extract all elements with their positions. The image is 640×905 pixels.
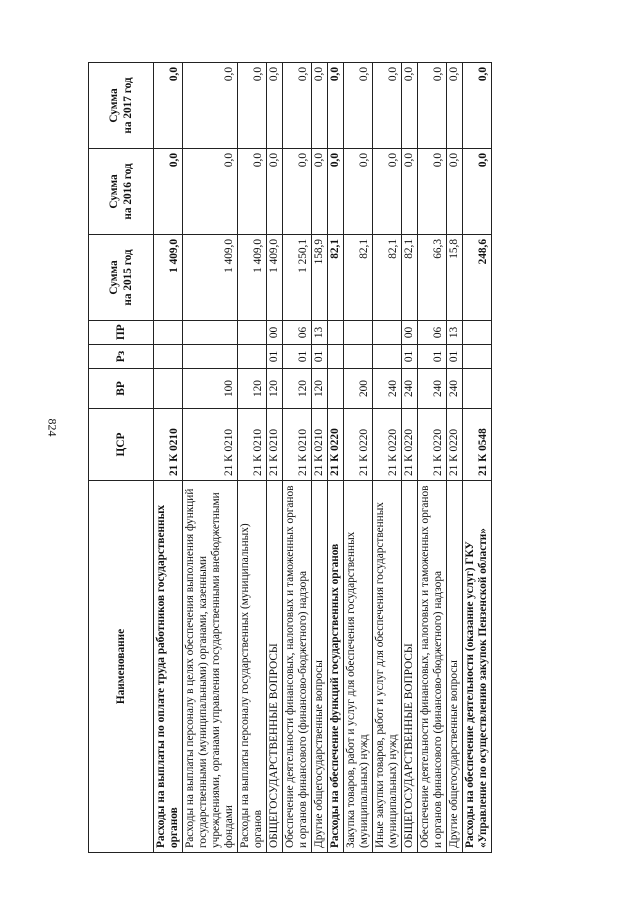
header-sum-2015-line1: Сумма bbox=[108, 260, 120, 295]
cell-name: Расходы на выплаты персоналу государственных (муниципальных) органов bbox=[238, 481, 267, 853]
cell-sum-2017: 0,0 bbox=[402, 63, 418, 149]
header-vr: ВР bbox=[89, 369, 154, 409]
cell-vr: 240 bbox=[402, 369, 418, 409]
cell-sum-2017: 0,0 bbox=[238, 63, 267, 149]
cell-pr: 06 bbox=[283, 321, 312, 345]
cell-rz: 01 bbox=[283, 345, 312, 369]
cell-sum-2017: 0,0 bbox=[183, 63, 238, 149]
cell-pr bbox=[344, 321, 373, 345]
cell-pr bbox=[373, 321, 402, 345]
header-name: Наименование bbox=[89, 481, 154, 853]
cell-pr bbox=[328, 321, 344, 345]
cell-csr: 21 К 0220 bbox=[344, 409, 373, 481]
cell-csr: 21 К 0220 bbox=[402, 409, 418, 481]
cell-sum-2017: 0,0 bbox=[463, 63, 492, 149]
header-sum-2015-line2: на 2015 год bbox=[122, 249, 134, 306]
cell-pr: 13 bbox=[447, 321, 463, 345]
table-row bbox=[418, 63, 447, 853]
header-sum-2016-line1: Сумма bbox=[108, 174, 120, 209]
cell-pr bbox=[183, 321, 238, 345]
cell-sum-2015: 66,3 bbox=[418, 235, 447, 321]
cell-name: Закупка товаров, работ и услуг для обеспечения государственных (муниципальных) нужд bbox=[344, 481, 373, 853]
cell-rz bbox=[238, 345, 267, 369]
cell-sum-2017: 0,0 bbox=[283, 63, 312, 149]
cell-rz bbox=[154, 345, 183, 369]
cell-rz bbox=[463, 345, 492, 369]
cell-sum-2015: 82,1 bbox=[344, 235, 373, 321]
cell-csr: 21 К 0220 bbox=[373, 409, 402, 481]
cell-csr: 21 К 0548 bbox=[463, 409, 492, 481]
cell-rz: 01 bbox=[402, 345, 418, 369]
cell-csr: 21 К 0220 bbox=[418, 409, 447, 481]
cell-csr: 21 К 0210 bbox=[238, 409, 267, 481]
cell-sum-2016: 0,0 bbox=[447, 149, 463, 235]
cell-vr: 200 bbox=[344, 369, 373, 409]
cell-sum-2016: 0,0 bbox=[328, 149, 344, 235]
cell-csr: 21 К 0220 bbox=[328, 409, 344, 481]
cell-csr: 21 К 0210 bbox=[283, 409, 312, 481]
cell-sum-2016: 0,0 bbox=[267, 149, 283, 235]
cell-pr: 06 bbox=[418, 321, 447, 345]
cell-name: ОБЩЕГОСУДАРСТВЕННЫЕ ВОПРОСЫ bbox=[267, 481, 283, 853]
cell-sum-2016: 0,0 bbox=[463, 149, 492, 235]
cell-vr: 100 bbox=[183, 369, 238, 409]
cell-sum-2015: 158,9 bbox=[312, 235, 328, 321]
table-row bbox=[463, 63, 492, 853]
cell-csr: 21 К 0210 bbox=[312, 409, 328, 481]
table-row bbox=[447, 63, 463, 853]
table-row bbox=[328, 63, 344, 853]
table-header-row bbox=[89, 63, 154, 853]
cell-vr: 120 bbox=[238, 369, 267, 409]
cell-sum-2017: 0,0 bbox=[312, 63, 328, 149]
cell-rz: 01 bbox=[267, 345, 283, 369]
cell-name: Расходы на выплаты по оплате труда работников государственных органов bbox=[154, 481, 183, 853]
cell-csr: 21 К 0210 bbox=[183, 409, 238, 481]
cell-sum-2017: 0,0 bbox=[154, 63, 183, 149]
cell-pr bbox=[238, 321, 267, 345]
cell-name: Другие общегосударственные вопросы bbox=[312, 481, 328, 853]
header-csr: ЦСР bbox=[89, 409, 154, 481]
table-row bbox=[154, 63, 183, 853]
cell-sum-2017: 0,0 bbox=[344, 63, 373, 149]
cell-vr: 240 bbox=[373, 369, 402, 409]
budget-table bbox=[88, 62, 492, 853]
header-pr: ПР bbox=[89, 321, 154, 345]
cell-name: Иные закупки товаров, работ и услуг для обеспечения государственных (муниципальных) нужд bbox=[373, 481, 402, 853]
cell-sum-2017: 0,0 bbox=[418, 63, 447, 149]
header-sum-2016 bbox=[89, 149, 154, 235]
cell-pr: 13 bbox=[312, 321, 328, 345]
table-row bbox=[373, 63, 402, 853]
cell-sum-2015: 82,1 bbox=[373, 235, 402, 321]
cell-name: Расходы на выплаты персоналу в целях обеспечения выполнения функций государственными (муниципальными) органами, казенными учреждениями, органами управления государственными внебюджетными фондами bbox=[183, 481, 238, 853]
cell-sum-2015: 1 409,0 bbox=[154, 235, 183, 321]
page-number: 824 bbox=[45, 418, 60, 437]
cell-sum-2016: 0,0 bbox=[312, 149, 328, 235]
cell-rz bbox=[344, 345, 373, 369]
cell-sum-2016: 0,0 bbox=[418, 149, 447, 235]
table-row bbox=[344, 63, 373, 853]
cell-vr: 240 bbox=[418, 369, 447, 409]
cell-sum-2016: 0,0 bbox=[183, 149, 238, 235]
rotated-table-frame bbox=[88, 63, 598, 853]
cell-name: Расходы на обеспечение деятельности (оказание услуг) ГКУ «Управление по осуществлению закупок Пензенской области» bbox=[463, 481, 492, 853]
table-row bbox=[402, 63, 418, 853]
table-row bbox=[238, 63, 267, 853]
cell-name: ОБЩЕГОСУДАРСТВЕННЫЕ ВОПРОСЫ bbox=[402, 481, 418, 853]
cell-csr: 21 К 0210 bbox=[267, 409, 283, 481]
cell-name: Обеспечение деятельности финансовых, налоговых и таможенных органов и органов финансового (финансово-бюджетного) надзора bbox=[283, 481, 312, 853]
cell-name: Другие общегосударственные вопросы bbox=[447, 481, 463, 853]
header-sum-2017-line2: на 2017 год bbox=[122, 77, 134, 134]
cell-sum-2015: 1 409,0 bbox=[267, 235, 283, 321]
cell-rz: 01 bbox=[312, 345, 328, 369]
cell-sum-2017: 0,0 bbox=[328, 63, 344, 149]
cell-vr bbox=[328, 369, 344, 409]
header-sum-2017 bbox=[89, 63, 154, 149]
cell-sum-2015: 1 409,0 bbox=[238, 235, 267, 321]
cell-pr: 00 bbox=[267, 321, 283, 345]
cell-sum-2016: 0,0 bbox=[238, 149, 267, 235]
cell-vr: 120 bbox=[267, 369, 283, 409]
cell-vr bbox=[463, 369, 492, 409]
table-row bbox=[283, 63, 312, 853]
cell-sum-2016: 0,0 bbox=[402, 149, 418, 235]
cell-pr: 00 bbox=[402, 321, 418, 345]
cell-rz bbox=[373, 345, 402, 369]
cell-sum-2015: 82,1 bbox=[402, 235, 418, 321]
table-row bbox=[312, 63, 328, 853]
cell-rz bbox=[328, 345, 344, 369]
cell-pr bbox=[154, 321, 183, 345]
table-row bbox=[183, 63, 238, 853]
cell-sum-2015: 1 250,1 bbox=[283, 235, 312, 321]
cell-vr: 240 bbox=[447, 369, 463, 409]
cell-rz: 01 bbox=[418, 345, 447, 369]
cell-sum-2017: 0,0 bbox=[267, 63, 283, 149]
cell-csr: 21 К 0210 bbox=[154, 409, 183, 481]
table-row bbox=[267, 63, 283, 853]
cell-sum-2016: 0,0 bbox=[283, 149, 312, 235]
cell-sum-2016: 0,0 bbox=[154, 149, 183, 235]
cell-vr: 120 bbox=[312, 369, 328, 409]
cell-name: Расходы на обеспечение функций государственных органов bbox=[328, 481, 344, 853]
cell-rz: 01 bbox=[447, 345, 463, 369]
cell-csr: 21 К 0220 bbox=[447, 409, 463, 481]
cell-pr bbox=[463, 321, 492, 345]
cell-sum-2015: 82,1 bbox=[328, 235, 344, 321]
header-rz: Рз bbox=[89, 345, 154, 369]
cell-sum-2015: 1 409,0 bbox=[183, 235, 238, 321]
cell-sum-2016: 0,0 bbox=[373, 149, 402, 235]
cell-sum-2017: 0,0 bbox=[447, 63, 463, 149]
header-sum-2015 bbox=[89, 235, 154, 321]
cell-sum-2015: 15,8 bbox=[447, 235, 463, 321]
header-sum-2016-line2: на 2016 год bbox=[122, 163, 134, 220]
cell-sum-2016: 0,0 bbox=[344, 149, 373, 235]
cell-vr bbox=[154, 369, 183, 409]
cell-vr: 120 bbox=[283, 369, 312, 409]
cell-name: Обеспечение деятельности финансовых, налоговых и таможенных органов и органов финансового (финансово-бюджетного) надзора bbox=[418, 481, 447, 853]
cell-sum-2017: 0,0 bbox=[373, 63, 402, 149]
cell-sum-2015: 248,6 bbox=[463, 235, 492, 321]
header-sum-2017-line1: Сумма bbox=[108, 88, 120, 123]
cell-rz bbox=[183, 345, 238, 369]
